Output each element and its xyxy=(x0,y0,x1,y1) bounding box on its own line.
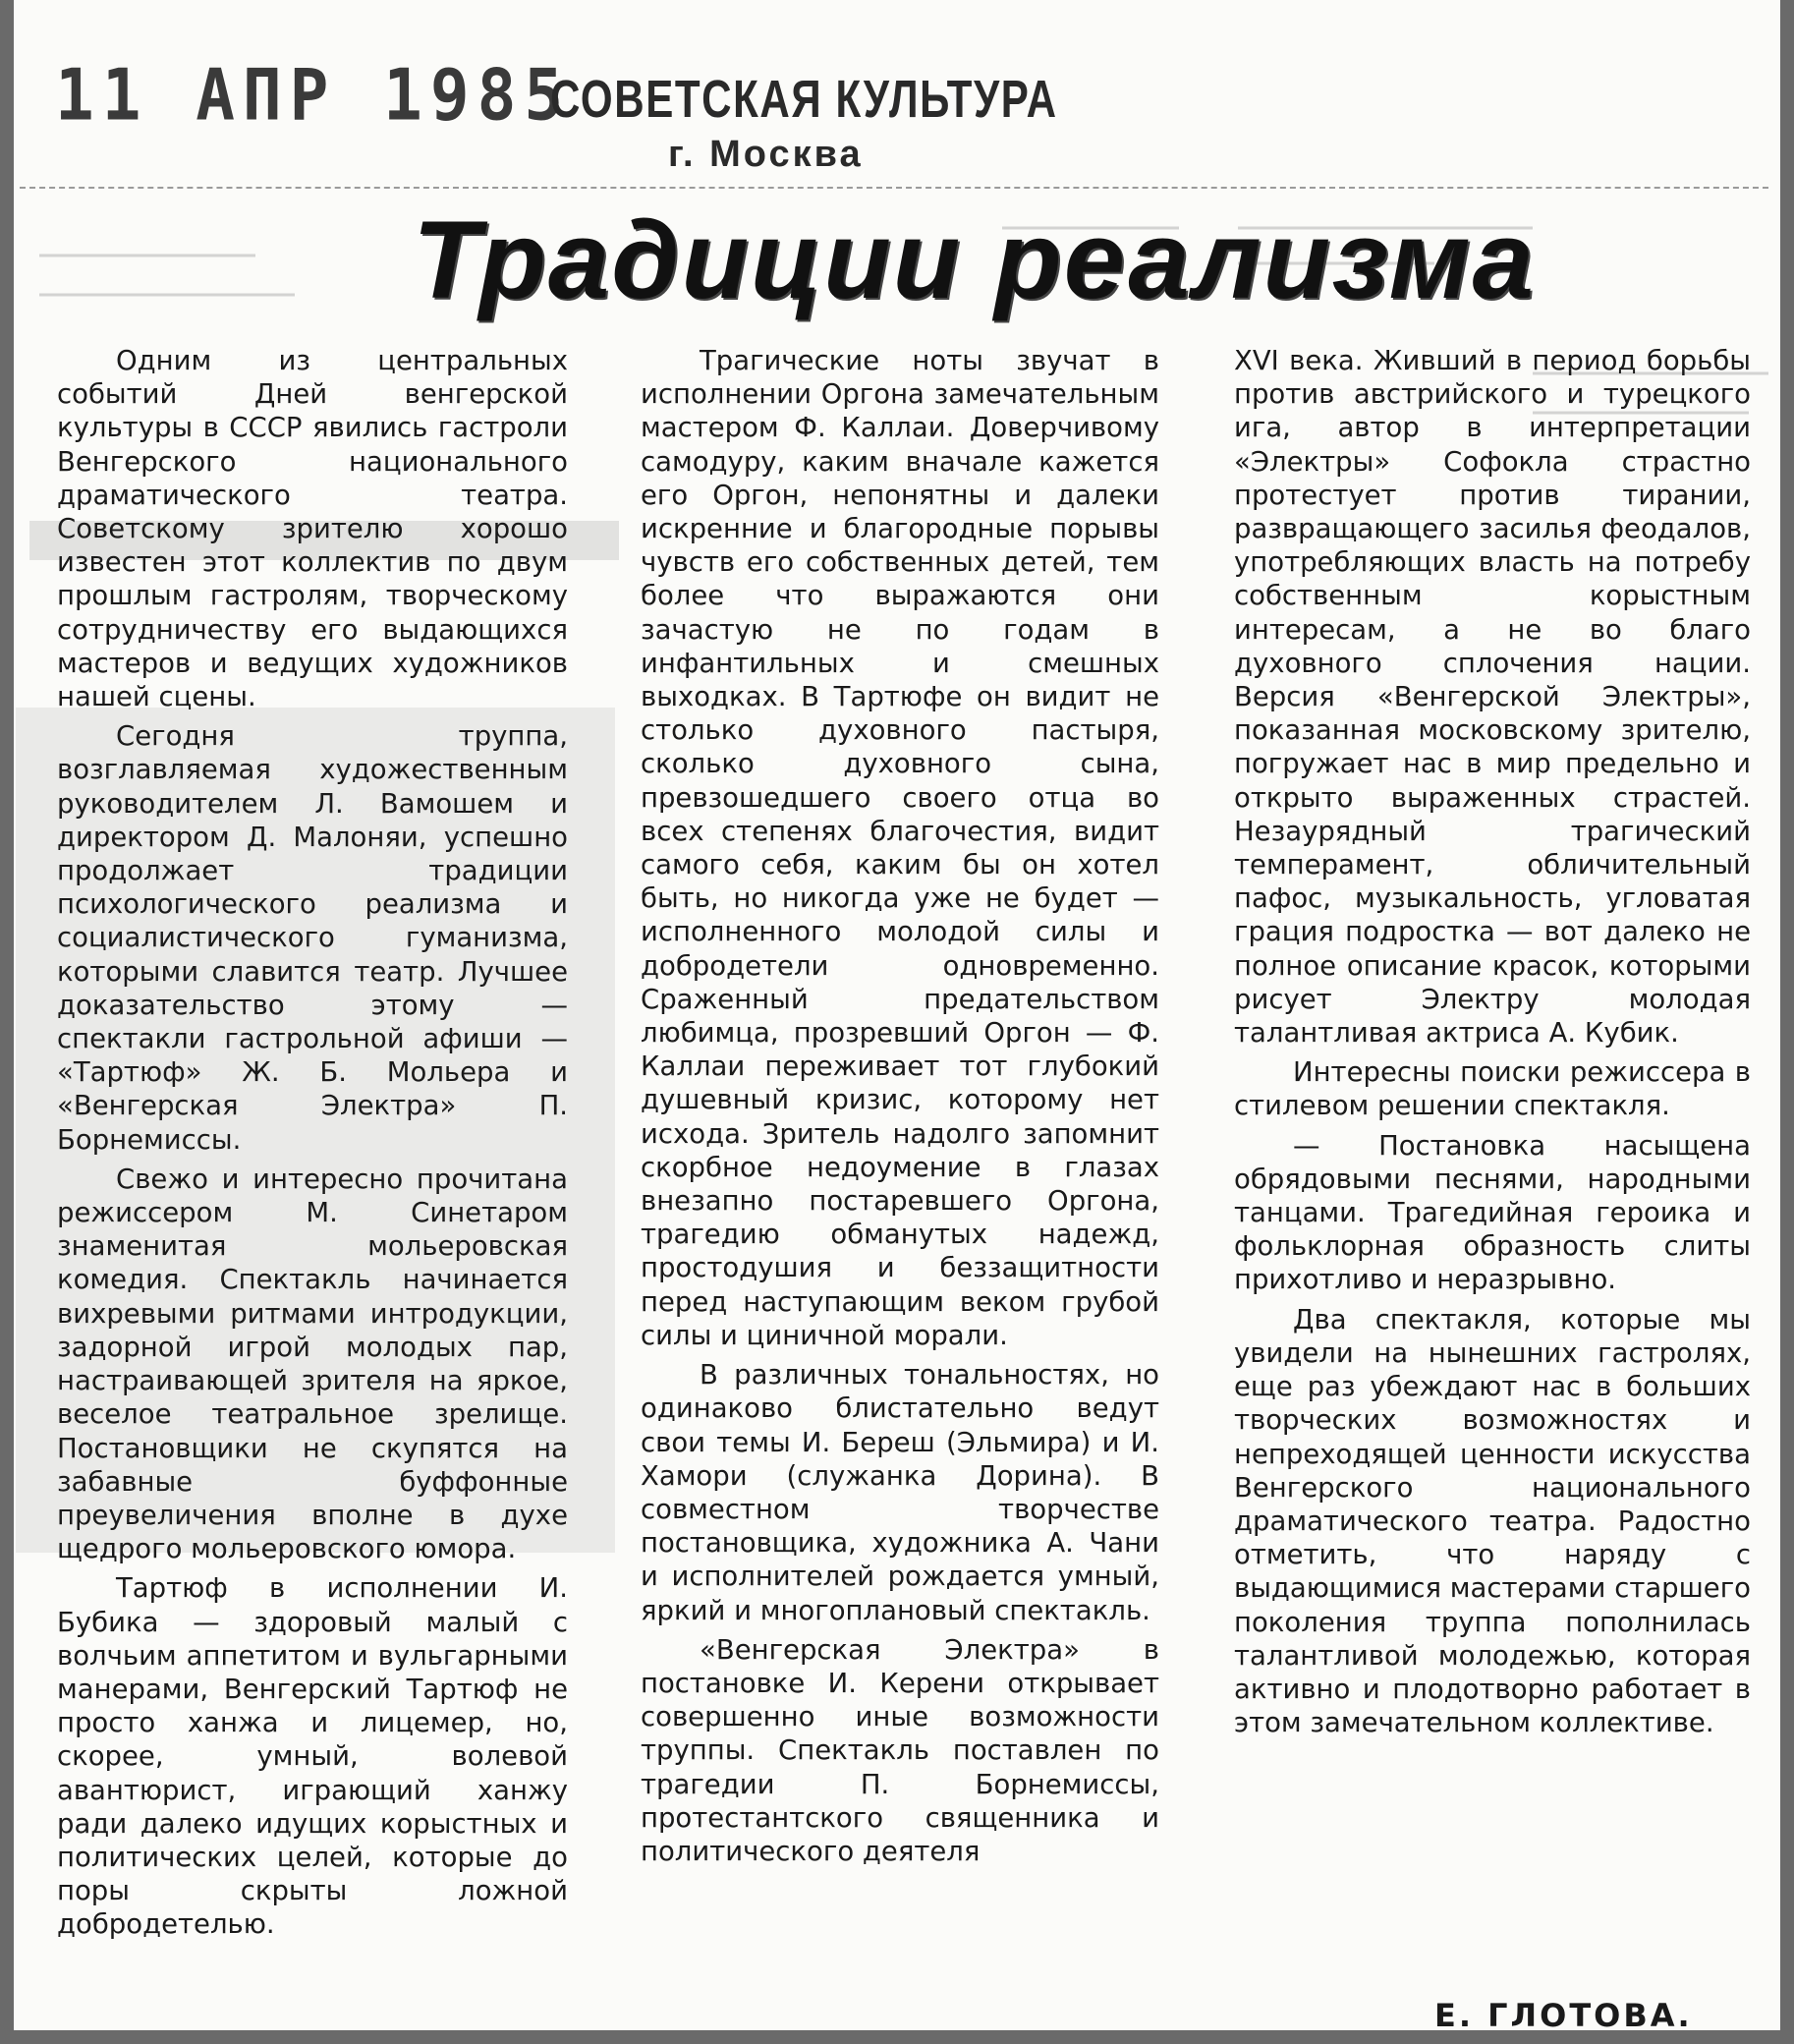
paragraph: XVI века. Живший в период борьбы против австрийского и турецкого ига, автор в интерпретации «Электры» Софокла страстно протестует против тирании, развращающего засилья феодалов, употребляющих власть на потребу собственным корыстным интересам, а не во благо духовного сплочения нации. Версия «Венгерской Электры», показанная московскому зрителю, погружает нас в мир предельно и открыто выраженных страстей. Незаурядный трагический темперамент, обличительный пафос, музыкальность, угловатая грация подростка — вот далеко не полное описание красок, которыми рисует Электру молодая талантливая актриса А. Кубик. xyxy=(1234,345,1751,1050)
paragraph: Сегодня труппа, возглавляемая художественным руководителем Л. Вамошем и директором Д. Малоняи, успешно продолжает традиции психологического реализма и социалистического гуманизма, которыми славится театр. Лучшее доказательство этому — спектакли гастрольной афиши — «Тартюф» Ж. Б. Мольера и «Венгерская Электра» П. Борнемиссы. xyxy=(57,720,568,1156)
article-column-1 xyxy=(57,344,568,1948)
article-column-2 xyxy=(641,344,1159,1874)
paragraph: В различных тональностях, но одинаково блистательно ведут свои темы И. Береш (Эльмира) и И. Хамори (служанка Дорина). В совместном творчестве постановщика, художника А. Чани и исполнителей рождается умный, яркий и многоплановый спектакль. xyxy=(641,1359,1159,1626)
paragraph: Тартюф в исполнении И. Бубика — здоровый малый с волчьим аппетитом и вульгарными манерами, Венгерский Тартюф не просто ханжа и лицемер, но, скорее, умный, волевой авантюрист, играющий ханжу ради далеко идущих корыстных и политических целей, которые до поры скрыты ложной добродетелью. xyxy=(57,1572,568,1941)
paragraph: Трагические ноты звучат в исполнении Оргона замечательным мастером Ф. Каллаи. Доверчивому самодуру, каким вначале кажется его Оргон, непонятны и далеки искренние и благородные порывы чувств его собственных детей, тем более что выражаются они зачастую не по годам в инфантильных и смешных выходках. В Тартюфе он видит не столько духовного пастыря, сколько духовного сына, превзошедшего своего отца во всех степенях благочестия, видит самого себя, каким бы он хотел быть, но никогда уже не будет — исполненного молодой силы и добродетели одновременно. Сраженный предательством любимца, прозревший Оргон — Ф. Каллаи переживает тот глубокий душевный кризис, которому нет исхода. Зритель надолго запомнит скорбное недоумение в глазах внезапно постаревшего Оргона, трагедию обманутых надежд, простодушия и беззащитности перед наступающим веком грубой силы и циничной морали. xyxy=(641,345,1159,1351)
newspaper-name-stamp: СОВЕТСКАЯ КУЛЬТУРА xyxy=(550,70,1058,129)
city-stamp: г. Москва xyxy=(668,134,864,175)
paragraph: — Постановка насыщена обрядовыми песнями, народными танцами. Трагедийная героика и фольклорная образность слиты прихотливо и неразрывно. xyxy=(1234,1129,1751,1296)
paragraph: Интересны поиски режиссера в стилевом решении спектакля. xyxy=(1234,1056,1751,1122)
paragraph: «Венгерская Электра» в постановке И. Керени открывает совершенно иные возможности труппы. Спектакль поставлен по трагедии П. Борнемиссы, протестантского священника и политического деятеля xyxy=(641,1633,1159,1867)
paragraph: Два спектакля, которые мы увидели на нынешних гастролях, еще раз убеждают нас в больших творческих возможностях и непреходящей ценности искусства Венгерского национального драматического театра. Радостно отметить, что наряду с выдающимися мастерами старшего поколения труппа пополнилась талантливой молодежью, которая активно и плодотворно работает в этом замечательном коллективе. xyxy=(1234,1303,1751,1739)
paragraph: Одним из центральных событий Дней венгерской культуры в СССР явились гастроли Венгерского национального драматического театра. Советскому зрителю хорошо известен этот коллектив по двум прошлым гастролям, творческому сотрудничеству его выдающихся мастеров и ведущих художников нашей сцены. xyxy=(57,345,568,713)
article-column-3 xyxy=(1234,344,1751,1745)
author-signature: Е. ГЛОТОВА. xyxy=(1434,1997,1693,2034)
date-stamp: 11 АПР 1985 xyxy=(55,53,572,137)
article-headline: Традиции реализма xyxy=(413,199,1536,321)
paragraph: Свежо и интересно прочитана режиссером М. Синетаром знаменитая мольеровская комедия. Спектакль начинается вихревыми ритмами интродукции, задорной игрой молодых пар, настраивающей зрителя на яркое, веселое театральное зрелище. Постановщики не скупятся на забавные буффонные преувеличения вполне в духе щедрого мольеровского юмора. xyxy=(57,1163,568,1565)
